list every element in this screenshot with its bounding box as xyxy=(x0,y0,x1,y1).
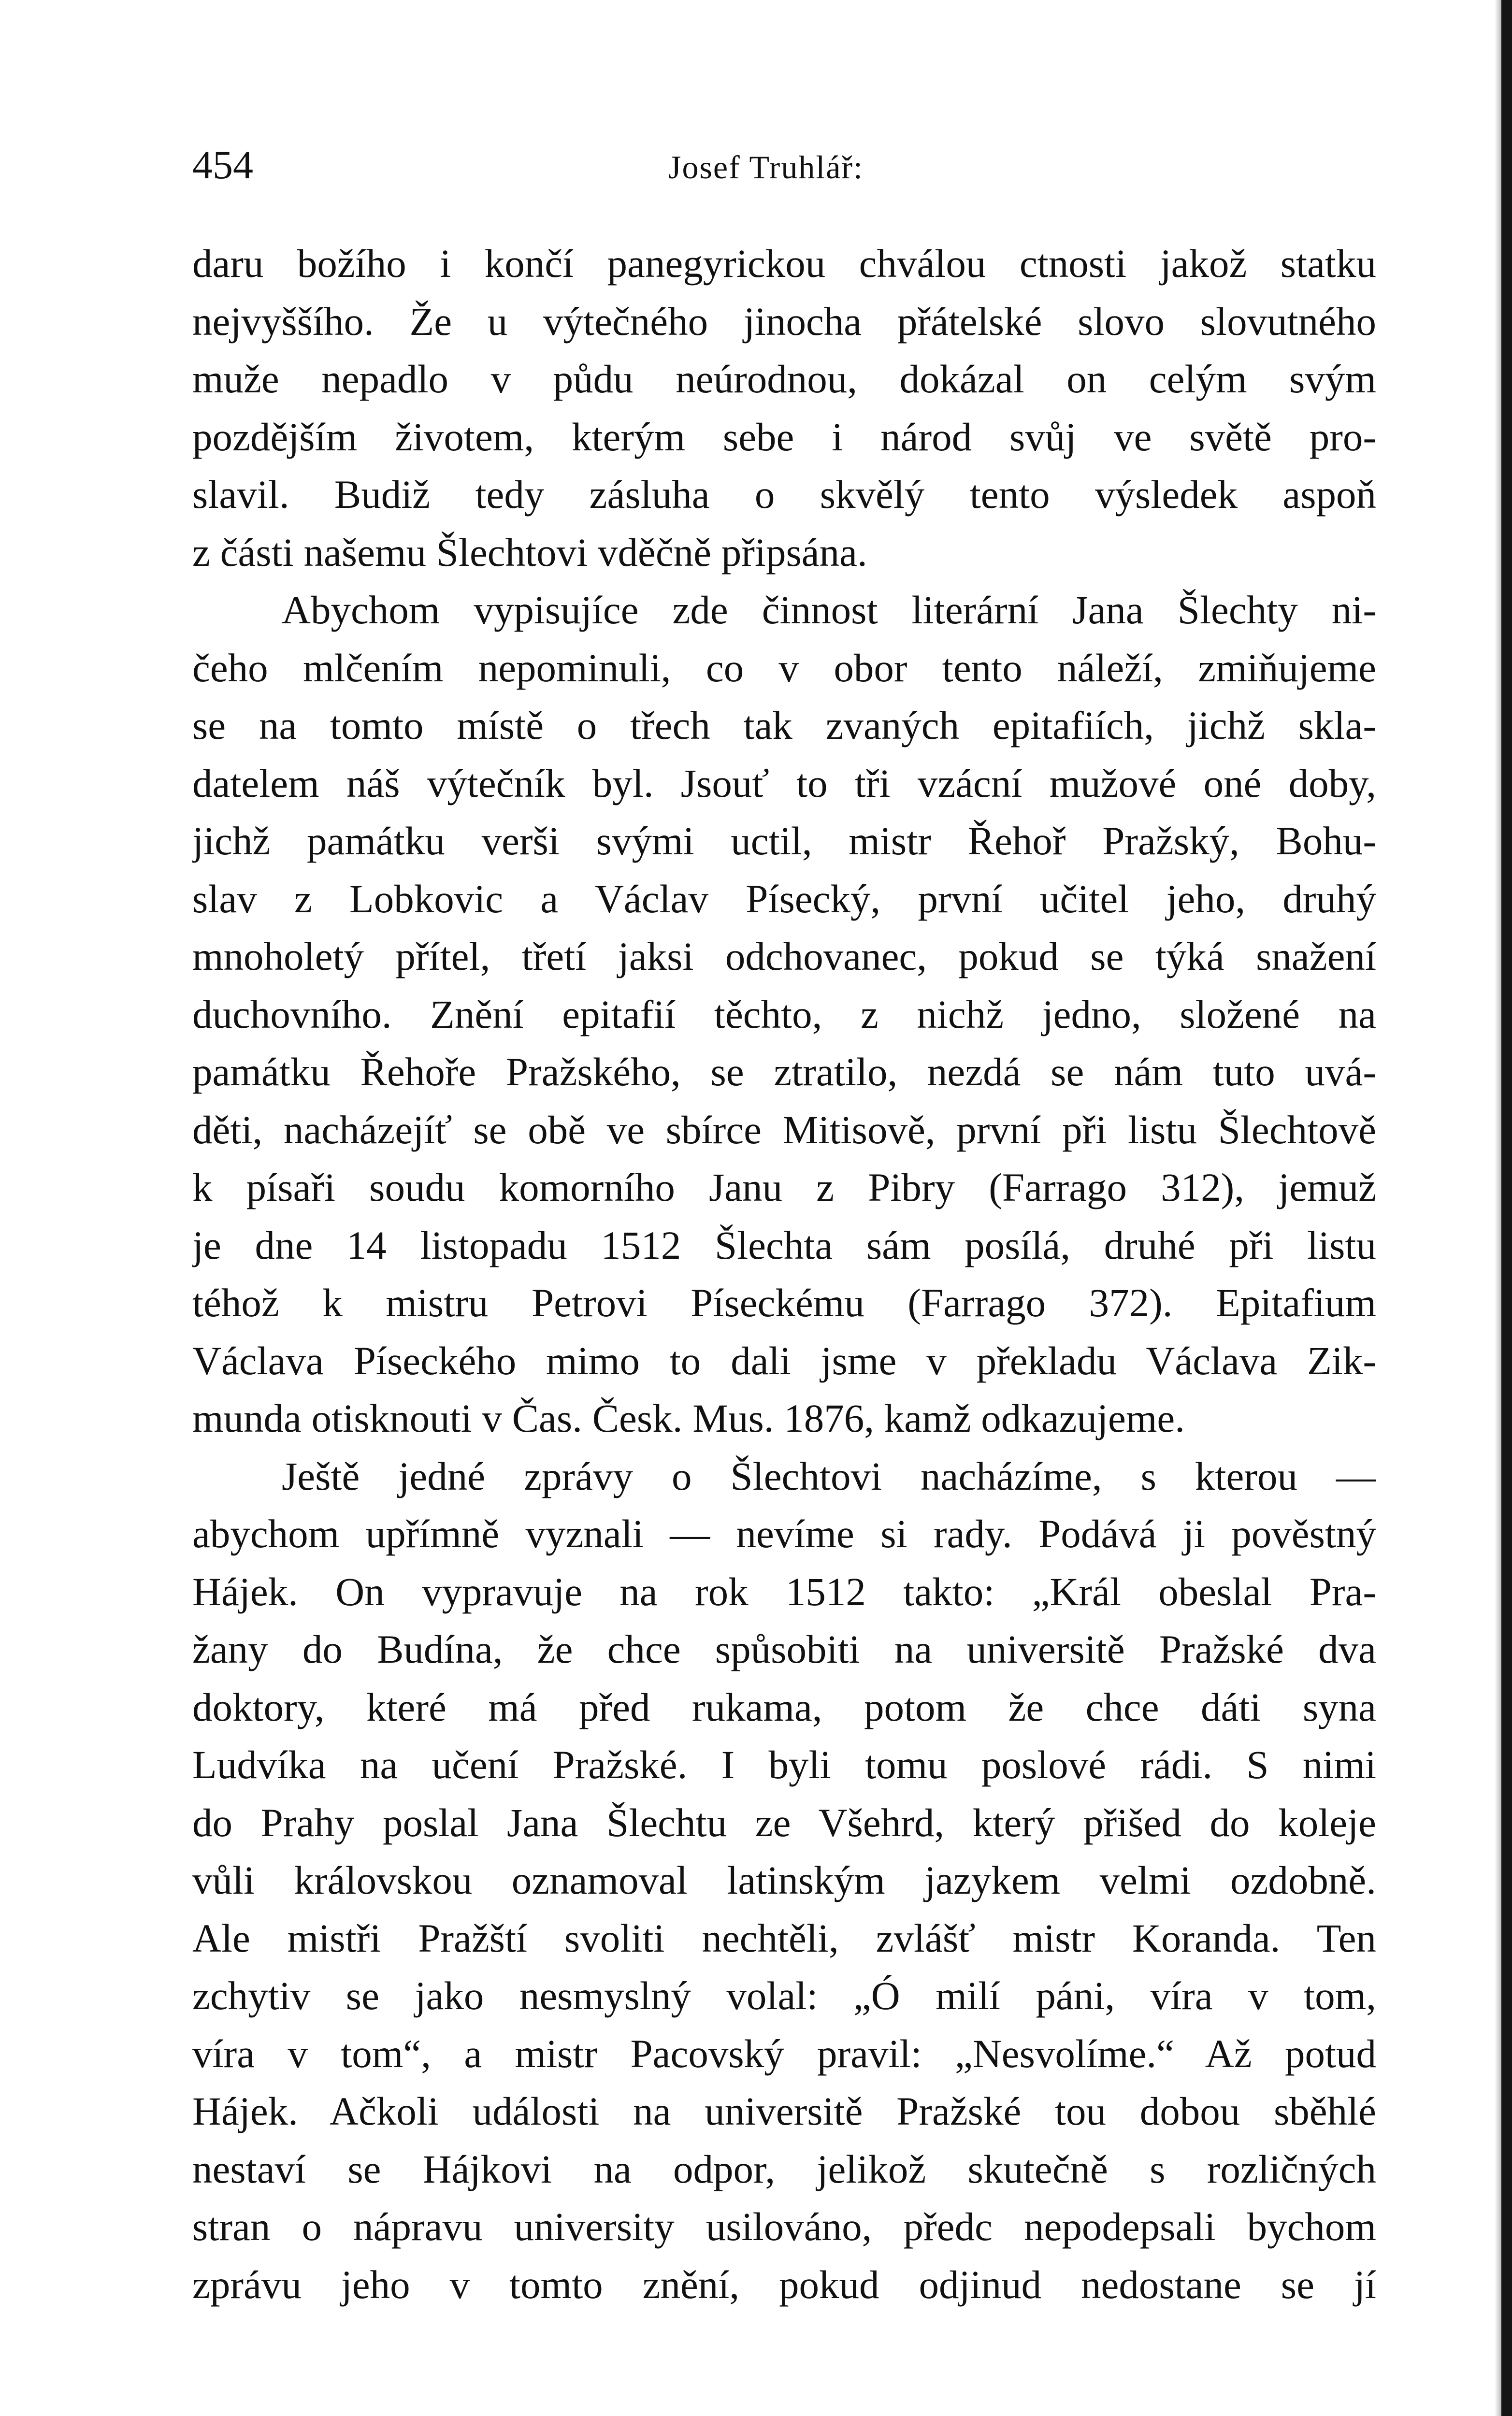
text-line: čeho mlčením nepominuli, co v obor tento náleží, zmiňujeme xyxy=(192,645,1376,690)
text-line: datelem náš výtečník byl. Jsouť to tři vzácní mužové oné doby, xyxy=(192,761,1376,805)
text-line: z části našemu Šlechtovi vděčně připsána. xyxy=(192,530,867,575)
text-line: slav z Lobkovic a Václav Písecký, první učitel jeho, druhý xyxy=(192,876,1376,921)
text-line: slavil. Budiž tedy zásluha o skvělý tento výsledek aspoň xyxy=(192,472,1376,517)
text-line: Ale mistři Pražští svoliti nechtěli, zvlášť mistr Koranda. Ten xyxy=(192,1915,1376,1960)
text-line: do Prahy poslal Jana Šlechtu ze Všehrd, který přišed do koleje xyxy=(192,1800,1376,1845)
text-line: daru božího i končí panegyrickou chválou ctnosti jakož statku xyxy=(192,241,1376,286)
text-line: se na tomto místě o třech tak zvaných epitafiích, jichž skla- xyxy=(192,703,1376,748)
text-line: duchovního. Znění epitafií těchto, z nichž jedno, složené na xyxy=(192,992,1376,1036)
page-gutter-shadow xyxy=(1495,0,1501,2416)
text-line: žany do Budína, že chce spůsobiti na universitě Pražské dva xyxy=(192,1627,1376,1671)
text-line: Abychom vypisujíce zde činnost literární Jana Šlechty ni- xyxy=(282,588,1376,632)
text-line: Ještě jedné zprávy o Šlechtovi nacházíme, s kterou — xyxy=(282,1453,1376,1498)
text-line: pozdějším životem, kterým sebe i národ svůj ve světě pro- xyxy=(192,414,1376,459)
text-line: Hájek. Ačkoli události na universitě Pražské tou dobou sběhlé xyxy=(192,2089,1376,2133)
text-line: k písaři soudu komorního Janu z Pibry (Farrago 312), jemuž xyxy=(192,1165,1376,1209)
text-line: abychom upřímně vyznali — nevíme si rady. Podává ji pověstný xyxy=(192,1511,1376,1556)
text-line: je dne 14 listopadu 1512 Šlechta sám posílá, druhé při listu xyxy=(192,1222,1376,1267)
text-line: vůli královskou oznamoval latinským jazykem velmi ozdobně. xyxy=(192,1858,1376,1902)
text-line: doktory, které má před rukama, potom že chce dáti syna xyxy=(192,1684,1376,1729)
text-line: munda otisknouti v Čas. Česk. Mus. 1876, kamž odkazujeme. xyxy=(192,1396,1185,1440)
text-line: Hájek. On vypravuje na rok 1512 takto: „Král obeslal Pra- xyxy=(192,1569,1376,1614)
text-line: stran o nápravu university usilováno, předc nepodepsali bychom xyxy=(192,2204,1376,2249)
page-number: 454 xyxy=(192,143,253,187)
text-line: zchytiv se jako nesmyslný volal: „Ó milí páni, víra v tom, xyxy=(192,1973,1376,2018)
text-line: téhož k mistru Petrovi Píseckému (Farrago 372). Epitafium xyxy=(192,1280,1376,1325)
text-line: mnoholetý přítel, třetí jaksi odchovanec, pokud se týká snažení xyxy=(192,934,1376,978)
text-line: jichž památku verši svými uctil, mistr Řehoř Pražský, Bohu- xyxy=(192,819,1376,863)
running-head: Josef Truhlář: xyxy=(668,149,864,186)
text-line: víra v tom“, a mistr Pacovský pravil: „Nesvolíme.“ Až potud xyxy=(192,2031,1376,2076)
text-line: děti, nacházejíť se obě ve sbírce Mitisově, první při listu Šlechtově xyxy=(192,1107,1376,1152)
text-line: Ludvíka na učení Pražské. I byli tomu poslové rádi. S nimi xyxy=(192,1742,1376,1787)
text-line: nestaví se Hájkovi na odpor, jelikož skutečně s rozličných xyxy=(192,2146,1376,2191)
text-line: zprávu jeho v tomto znění, pokud odjinud nedostane se jí xyxy=(192,2262,1376,2307)
page-header xyxy=(192,141,1376,199)
text-line: muže nepadlo v půdu neúrodnou, dokázal on celým svým xyxy=(192,357,1376,401)
text-line: památku Řehoře Pražského, se ztratilo, nezdá se nám tuto uvá- xyxy=(192,1050,1376,1094)
scan-edge xyxy=(1501,0,1512,2416)
text-line: Václava Píseckého mimo to dali jsme v překladu Václava Zik- xyxy=(192,1338,1376,1383)
text-line: nejvyššího. Že u výtečného jinocha přátelské slovo slovutného xyxy=(192,299,1376,344)
body-text xyxy=(192,235,1376,2314)
